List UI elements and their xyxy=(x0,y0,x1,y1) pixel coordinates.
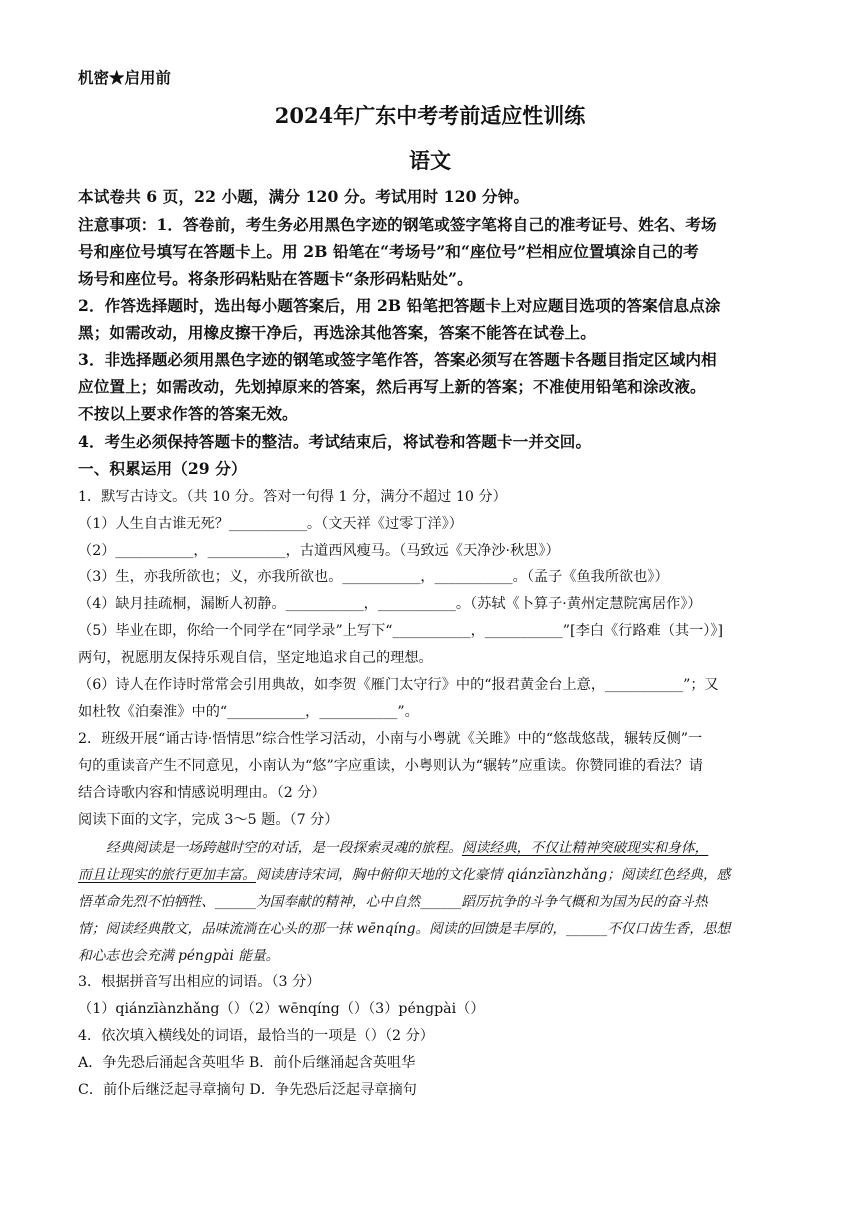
confidential-label: 机密★启用前 xyxy=(78,69,171,87)
reading-intro: 阅读下面的文字，完成 3～5 题。（7 分） xyxy=(78,812,339,828)
instruction-line: 4．考生必须保持答题卡的整洁。考试结束后，将试卷和答题卡一并交回。 xyxy=(78,432,592,451)
q1-item: （6）诗人在作诗时常常会引用典故，如李贺《雁门太守行》中的“报君黄金台上意，___________”；又 xyxy=(78,677,719,693)
q4-options: C．前仆后继泛起寻章摘句 D．争先恐后泛起寻章摘句 xyxy=(78,1082,417,1098)
passage-underlined-text: 阅读经典，不仅让精神突破现实和身体， xyxy=(461,840,709,856)
passage-text: 经典阅读是一场跨越时空的对话，是一段探索灵魂的旅程。 xyxy=(106,840,462,856)
instruction-line: 黑；如需改动，用橡皮擦干净后，再选涂其他答案，答案不能答在试卷上。 xyxy=(78,323,596,342)
q1-item: （2）___________，___________，古道西风瘦马。（马致远《天净沙·秋思》） xyxy=(78,543,560,559)
q1-item: （5）毕业在即，你给一个同学在“同学录”上写下“___________，___________”[李白《行路难（其一）》] xyxy=(78,623,723,639)
exam-title: 2024年广东中考考前适应性训练 xyxy=(274,103,586,128)
passage-line: 悟革命先烈不怕牺牲、______为国奉献的精神，心中自然______蹈厉抗争的斗争气概和为国为民的奋斗热 xyxy=(78,894,708,910)
q2-line: 2．班级开展“诵古诗·悟情思”综合性学习活动，小南与小粤就《关雎》中的“悠哉悠哉，辗转反侧”一 xyxy=(78,731,703,747)
instruction-line: 注意事项：1．答卷前，考生务必用黑色字迹的钢笔或签字笔将自己的准考证号、姓名、考场 xyxy=(78,215,717,234)
q1-item: （1）人生自古谁无死？___________。（文天祥《过零丁洋》） xyxy=(78,516,463,532)
instruction-line: 本试卷共 6 页，22 小题，满分 120 分。考试用时 120 分钟。 xyxy=(78,187,530,206)
instruction-line: 不按以上要求作答的答案无效。 xyxy=(78,404,298,423)
q4-stem: 4．依次填入横线处的词语，最恰当的一项是（）（2 分） xyxy=(78,1028,434,1044)
section-heading: 一、积累运用（29 分） xyxy=(78,459,247,478)
q1-item: 如杜牧《泊秦淮》中的“___________，___________”。 xyxy=(78,704,419,720)
q3-blanks: （1）qiánzīànzhǎng（）（2）wēnqíng（）（3）péngpài（） xyxy=(78,1001,485,1017)
q2-line: 结合诗歌内容和情感说明理由。（2 分） xyxy=(78,785,326,801)
instruction-line: 号和座位号填写在答题卡上。用 2B 铅笔在“考场号”和“座位号”栏相应位置填涂自己的考 xyxy=(78,242,699,261)
instruction-line: 3．非选择题必须用黑色字迹的钢笔或签字笔作答，答案必须写在答题卡各题目指定区域内相 xyxy=(78,350,717,369)
instruction-line: 场号和座位号。将条形码粘贴在答题卡“条形码粘贴处”。 xyxy=(78,269,473,288)
q4-options: A．争先恐后涌起含英咀华 B．前仆后继涌起含英咀华 xyxy=(78,1055,416,1071)
instruction-line: 2．作答选择题时，选出每小题答案后，用 2B 铅笔把答题卡上对应题目选项的答案信息点涂 xyxy=(78,296,721,315)
q1-item: （4）缺月挂疏桐，漏断人初静。___________，___________。（苏轼《卜算子·黄州定慧院寓居作》） xyxy=(78,596,702,612)
passage-line: 情；阅读经典散文，品味流淌在心头的那一抹 wēnqíng。阅读的回馈是丰厚的，______不仅口齿生香，思想 xyxy=(78,921,731,937)
q1-item: （3）生，亦我所欲也；义，亦我所欲也。___________，___________。（孟子《鱼我所欲也》） xyxy=(78,569,669,585)
q1-item: 两句，祝愿朋友保持乐观自信，坚定地追求自己的理想。 xyxy=(78,650,433,666)
q1-stem: 1．默写古诗文。（共 10 分。答对一句得 1 分，满分不超过 10 分） xyxy=(78,489,507,505)
passage-underlined-text: 而且让现实的旅行更加丰富。 xyxy=(78,867,256,883)
passage-text: 阅读唐诗宋词，胸中俯仰天地的文化豪情 qiánzīànzhǎng；阅读红色经典，感 xyxy=(255,867,731,883)
instruction-line: 应位置上；如需改动，先划掉原来的答案，然后再写上新的答案；不准使用铅笔和涂改液。 xyxy=(78,377,706,396)
subject-title: 语文 xyxy=(409,148,451,173)
passage-line: 和心志也会充满 péngpài 能量。 xyxy=(78,948,280,964)
passage-line xyxy=(106,836,790,856)
q2-line: 句的重读音产生不同意见，小南认为“悠”字应重读，小粤则认为“辗转”应重读。你赞同谁的看法？请 xyxy=(78,758,703,774)
passage-line xyxy=(78,863,790,883)
q3-stem: 3．根据拼音写出相应的词语。（3 分） xyxy=(78,974,321,990)
